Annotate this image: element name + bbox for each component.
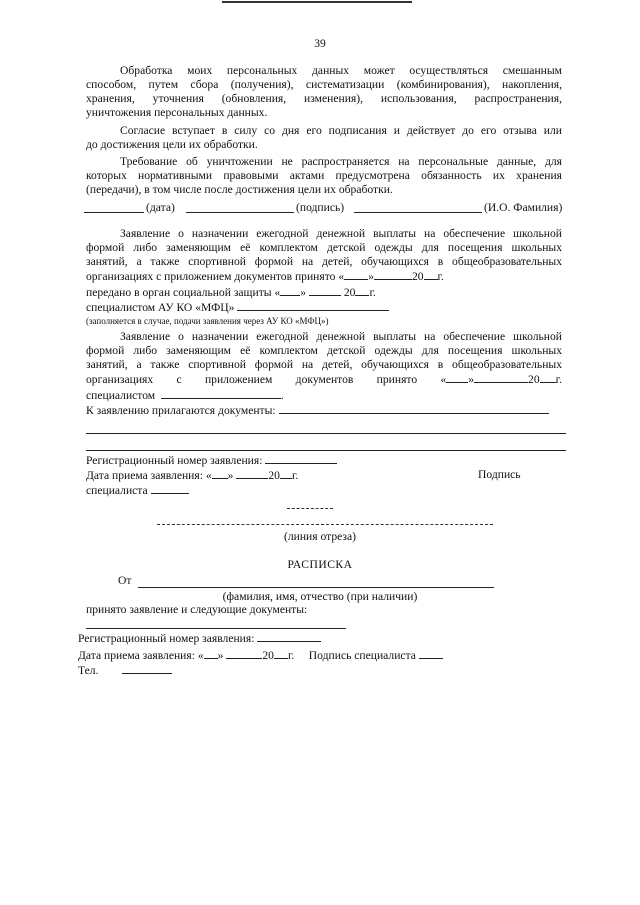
cut-line[interactable] [157, 524, 493, 525]
text-line: хранения, уточнения (обновления, изменения), использования, распространения, [86, 92, 562, 106]
specialist-blank[interactable] [161, 388, 281, 399]
day-blank[interactable] [280, 285, 300, 296]
consent-paragraph-3 [86, 155, 562, 197]
specialist2-blank[interactable] [151, 483, 189, 494]
day-blank[interactable] [204, 648, 218, 659]
day-blank[interactable] [212, 468, 228, 479]
receipt-reg-number-blank[interactable] [257, 631, 321, 642]
consent-paragraph-2 [86, 124, 562, 152]
phone-blank[interactable] [122, 663, 172, 674]
application-block-1 [86, 227, 562, 327]
specialist-line: специалистом . [86, 388, 284, 402]
text-line: которых нормативными правовыми актами предусмотрена обязанность их хранения [86, 169, 562, 183]
signature-label: Подпись [478, 468, 521, 481]
year-blank[interactable] [424, 269, 438, 280]
receipt-date-line: Дата приема заявления: « » 20 г. Подпись специалиста [78, 648, 443, 663]
fio-caption: (фамилия, имя, отчество (при наличии) [222, 590, 418, 603]
receipt-title: РАСПИСКА [287, 558, 353, 571]
page-number: 39 [314, 37, 326, 50]
top-rule [222, 1, 412, 3]
reg-number-blank[interactable] [265, 453, 337, 464]
month-blank[interactable] [309, 285, 341, 296]
phone-line: Тел. [78, 663, 172, 678]
year-blank[interactable] [274, 648, 288, 659]
accepted-line: организациях с приложением документов принято « » 20 г. [86, 270, 444, 284]
reg-number-line: Регистрационный номер заявления: [86, 453, 337, 468]
text-line: Требование об уничтожении не распространяется на персональные данные, для [120, 155, 562, 168]
date-blank[interactable] [84, 212, 144, 213]
month-blank[interactable] [374, 269, 412, 280]
application-block-2 [86, 330, 562, 418]
day-blank[interactable] [446, 372, 468, 383]
text-line: способом, путем сбора (получения), систематизации (комбинирования), накопления, [86, 78, 562, 92]
year-blank[interactable] [280, 468, 292, 479]
date-received-line: Дата приема заявления: « » 20 г. [86, 469, 299, 482]
accepted-docs-label: принято заявление и следующие документы: [86, 603, 308, 616]
month-blank[interactable] [236, 468, 268, 479]
text-line: до достижения цели их обработки. [86, 138, 258, 152]
attached-docs-line: К заявлению прилагаются документы: [86, 403, 562, 418]
text-line: занятий, а также спортивной формой на детей, обучающихся в общеобразовательных [86, 358, 562, 372]
text-line: (передачи), в том числе после достижения цели их обработки. [86, 183, 393, 197]
year-blank[interactable] [355, 285, 369, 296]
text-line: Обработка моих персональных данных может осуществляться смешанным [120, 64, 562, 77]
day-blank[interactable] [344, 269, 368, 280]
receipt-docs-blank[interactable] [86, 628, 346, 629]
transferred-line: передано в орган социальной защиты « » 20 г. [86, 285, 376, 299]
fio-blank[interactable] [138, 587, 494, 588]
name-blank[interactable] [354, 212, 482, 213]
signature-blank[interactable] [186, 212, 294, 213]
month-blank[interactable] [474, 372, 528, 383]
from-label: От [118, 574, 132, 587]
signature-caption: (подпись) [296, 201, 345, 214]
receipt-signature-blank[interactable] [419, 648, 443, 659]
mfc-note: (заполняется в случае, подачи заявления через АУ КО «МФЦ») [86, 315, 329, 326]
cut-line-caption: (линия отреза) [283, 530, 356, 543]
attached-docs-line-2[interactable] [86, 433, 566, 434]
name-caption: (И.О. Фамилия) [484, 201, 563, 214]
receipt-reg-number-line: Регистрационный номер заявления: [78, 631, 321, 646]
specialist-mfc-line: специалистом АУ КО «МФЦ» [86, 300, 562, 315]
text-line: формой либо заменяющим её комплектом детской одежды для посещения школьных [86, 241, 562, 255]
text-line: Согласие вступает в силу со дня его подписания и действует до его отзыва или [120, 124, 562, 137]
attached-docs-blank[interactable] [279, 403, 549, 414]
specialist-mfc-blank[interactable] [237, 300, 389, 311]
consent-signature-row [84, 201, 568, 215]
date-caption: (дата) [146, 201, 175, 214]
month-blank[interactable] [226, 648, 262, 659]
year-blank[interactable] [540, 372, 556, 383]
accepted-line: организациях с приложением документов принято « » 20 г. [86, 373, 562, 387]
text-line: Заявление о назначении ежегодной денежной выплаты на обеспечение школьной [120, 330, 562, 343]
specialist2-line: специалиста [86, 483, 189, 498]
attached-docs-line-3[interactable] [86, 450, 566, 451]
cut-mark [287, 508, 333, 509]
text-line: формой либо заменяющим её комплектом детской одежды для посещения школьных [86, 344, 562, 358]
text-line: Заявление о назначении ежегодной денежной выплаты на обеспечение школьной [120, 227, 562, 240]
consent-paragraph-1 [86, 64, 562, 121]
text-line: занятий, а также спортивной формой на детей, обучающихся в общеобразовательных [86, 255, 562, 269]
text-line: уничтожения персональных данных. [86, 106, 268, 120]
